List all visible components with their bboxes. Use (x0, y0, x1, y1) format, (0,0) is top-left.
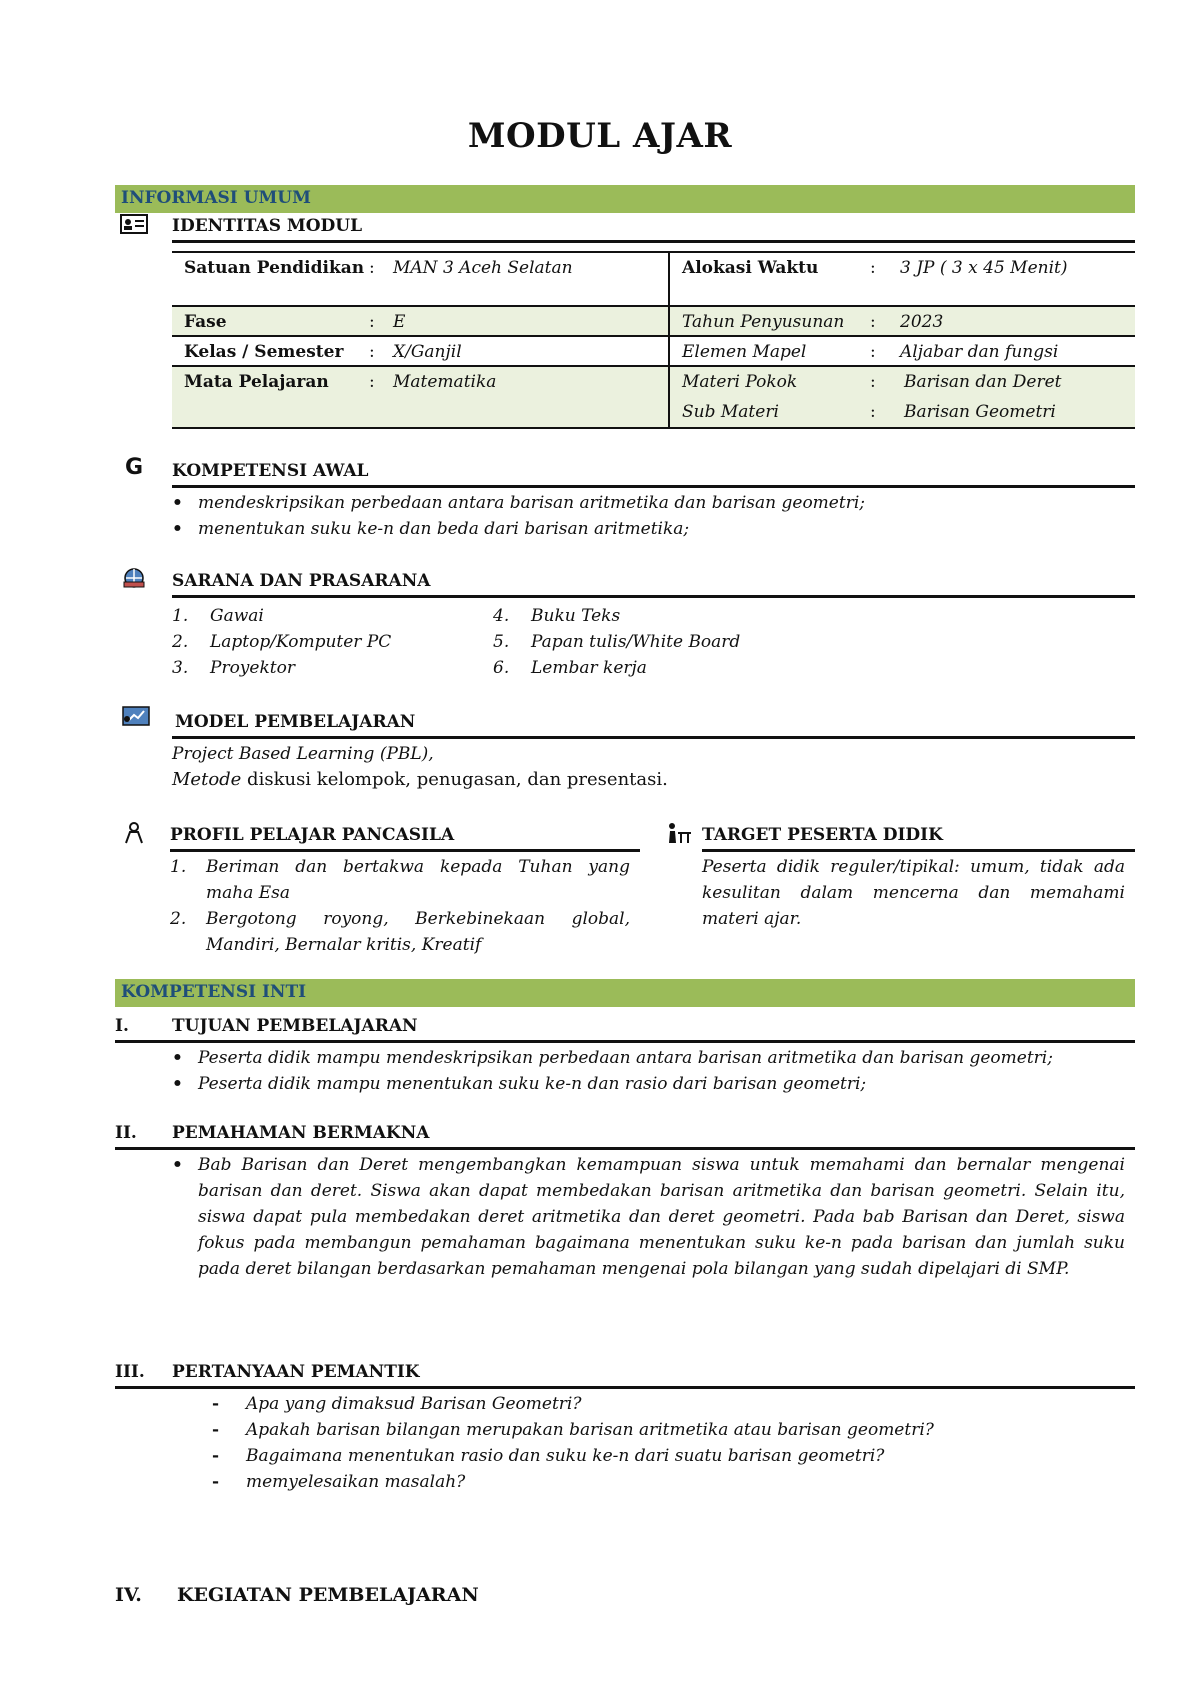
pemahaman-heading: PEMAHAMAN BERMAKNA (172, 1123, 430, 1143)
label-kelas: Kelas / Semester (184, 342, 344, 362)
list-item: • Peserta didik mampu menentukan suku ke-n dan rasio dari barisan geometri; (172, 1071, 1135, 1097)
label-mapel: Mata Pelajaran (184, 372, 329, 392)
model-heading: MODEL PEMBELAJARAN (175, 712, 416, 732)
item-text: Lembar kerja (531, 658, 647, 678)
model-line-1: Project Based Learning (PBL), (172, 744, 434, 764)
section-bar-label: KOMPETENSI INTI (121, 982, 307, 1002)
label-materi: Materi Pokok (682, 372, 798, 392)
value-elemen: Aljabar dan fungsi (900, 342, 1059, 362)
tujuan-list (172, 1045, 1135, 1097)
item-text: Papan tulis/White Board (531, 632, 741, 652)
divider (172, 595, 1135, 598)
divider (115, 1040, 1135, 1043)
sarana-heading: SARANA DAN PRASARANA (172, 571, 431, 591)
item-number: 2. (170, 909, 187, 929)
list-item (170, 906, 630, 958)
colon: : (369, 258, 375, 278)
teacher-desk-icon (665, 822, 693, 844)
value-fase: E (393, 307, 670, 335)
value-alokasi: 3 JP ( 3 x 45 Menit) (900, 258, 1068, 278)
item-text: Beriman dan bertakwa kepada Tuhan yang maha Esa (206, 857, 630, 903)
list-item: - memyelesaikan masalah? (212, 1469, 1135, 1495)
pemahaman-list (172, 1152, 1125, 1282)
section-bar-kompetensi-inti (115, 979, 1135, 1007)
identitas-heading: IDENTITAS MODUL (172, 216, 363, 236)
value-materi-group (904, 367, 1135, 427)
value-satuan: MAN 3 Aceh Selatan (393, 253, 670, 305)
colon: : (369, 342, 375, 362)
section-number: III. (115, 1362, 145, 1382)
colon-group (870, 367, 904, 427)
target-text: Peserta didik reguler/tipikal: umum, tidak ada kesulitan dalam mencerna dan memahami materi ajar. (702, 857, 1125, 929)
sarana-col-2 (493, 603, 893, 681)
item-text: Buku Teks (531, 606, 621, 626)
divider (115, 1386, 1135, 1389)
table-row (172, 367, 1135, 429)
colon: : (369, 372, 375, 392)
list-item (170, 854, 630, 906)
item-number: 6. (493, 658, 510, 678)
list-item: • Bab Barisan dan Deret mengembangkan kemampuan siswa untuk memahami dan bernalar mengenai barisan dan deret. Siswa akan dapat membedakan barisan aritmetika dan barisan geometri. Selain itu, siswa dapat pula membedakan deret aritmetika dan deret geometri. Pada bab Barisan dan Deret, siswa fokus pada membangun pemahaman bagaimana menentukan suku ke-n pada barisan dan jumlah suku pada deret bilangan berdasarkan pemahaman mengenai pola bilangan yang sudah dipelajari di SMP. (172, 1152, 1125, 1282)
globe-icon (120, 567, 148, 589)
section-number: II. (115, 1123, 137, 1143)
item-text: Laptop/Komputer PC (210, 632, 392, 652)
label-alokasi: Alokasi Waktu (682, 258, 819, 278)
value-submateri: Barisan Geometri (904, 402, 1056, 422)
item-text: Bergotong royong, Berkebinekaan global, Mandiri, Bernalar kritis, Kreatif (206, 909, 630, 955)
divider (702, 849, 1135, 852)
value-mapel: Matematika (393, 367, 670, 427)
kompetensi-awal-heading: KOMPETENSI AWAL (172, 461, 369, 481)
colon: : (369, 312, 375, 332)
model-metode-label: Metode (172, 769, 242, 790)
kompetensi-awal-list (172, 490, 1135, 542)
identitas-table (172, 251, 1135, 429)
colon: : (870, 312, 876, 332)
label-submateri: Sub Materi (682, 402, 779, 422)
kegiatan-heading: KEGIATAN PEMBELAJARAN (177, 1584, 479, 1606)
colon: : (870, 402, 876, 422)
list-item (172, 603, 492, 629)
label-elemen: Elemen Mapel (682, 342, 807, 362)
presentation-board-icon (122, 706, 150, 728)
item-number: 4. (493, 606, 510, 626)
section-number: IV. (115, 1584, 142, 1606)
divider (172, 485, 1135, 488)
label-fase: Fase (184, 312, 227, 332)
id-card-icon (120, 213, 148, 235)
item-text: Gawai (210, 606, 264, 626)
value-tahun: 2023 (900, 312, 944, 332)
divider (115, 1147, 1135, 1150)
list-item (493, 629, 893, 655)
item-number: 1. (170, 857, 187, 877)
item-text: Proyektor (210, 658, 295, 678)
item-number: 2. (172, 632, 189, 652)
value-kelas: X/Ganjil (393, 337, 670, 365)
model-line-2 (172, 767, 668, 793)
section-bar-informasi-umum (115, 185, 1135, 213)
list-item (493, 603, 893, 629)
label-satuan: Satuan Pendidikan (184, 258, 365, 278)
list-item: • Peserta didik mampu mendeskripsikan perbedaan antara barisan aritmetika dan barisan geometri; (172, 1045, 1135, 1071)
profil-heading: PROFIL PELAJAR PANCASILA (170, 825, 455, 845)
target-heading: TARGET PESERTA DIDIK (702, 825, 943, 845)
person-icon (120, 822, 148, 844)
label-materi-group (670, 367, 870, 427)
list-item: • mendeskripsikan perbedaan antara barisan aritmetika dan barisan geometri; (172, 490, 1135, 516)
google-g-icon: G (124, 454, 144, 480)
pertanyaan-heading: PERTANYAAN PEMANTIK (172, 1362, 420, 1382)
table-row (172, 253, 1135, 307)
list-item (172, 655, 492, 681)
list-item (172, 629, 492, 655)
divider (170, 849, 640, 852)
page-title: MODUL AJAR (467, 116, 733, 156)
model-metode-text: diskusi kelompok, penugasan, dan presentasi. (241, 769, 668, 790)
list-item: - Bagaimana menentukan rasio dan suku ke-n dari suatu barisan geometri? (212, 1443, 1135, 1469)
value-materi: Barisan dan Deret (904, 372, 1062, 392)
pertanyaan-list (212, 1391, 1135, 1495)
divider (172, 736, 1135, 739)
item-number: 5. (493, 632, 510, 652)
table-row (172, 307, 1135, 337)
item-number: 3. (172, 658, 189, 678)
sarana-col-1 (172, 603, 492, 681)
list-item: - Apa yang dimaksud Barisan Geometri? (212, 1391, 1135, 1417)
list-item: • menentukan suku ke-n dan beda dari barisan aritmetika; (172, 516, 1135, 542)
colon: : (870, 372, 876, 392)
list-item (493, 655, 893, 681)
item-number: 1. (172, 606, 189, 626)
label-tahun: Tahun Penyusunan (682, 312, 845, 332)
profil-list (170, 854, 630, 958)
table-row (172, 337, 1135, 367)
tujuan-heading: TUJUAN PEMBELAJARAN (172, 1016, 418, 1036)
list-item: - Apakah barisan bilangan merupakan barisan aritmetika atau barisan geometri? (212, 1417, 1135, 1443)
section-bar-label: INFORMASI UMUM (121, 188, 311, 208)
section-number: I. (115, 1016, 129, 1036)
divider (172, 240, 1135, 243)
colon: : (870, 342, 876, 362)
colon: : (870, 258, 876, 278)
